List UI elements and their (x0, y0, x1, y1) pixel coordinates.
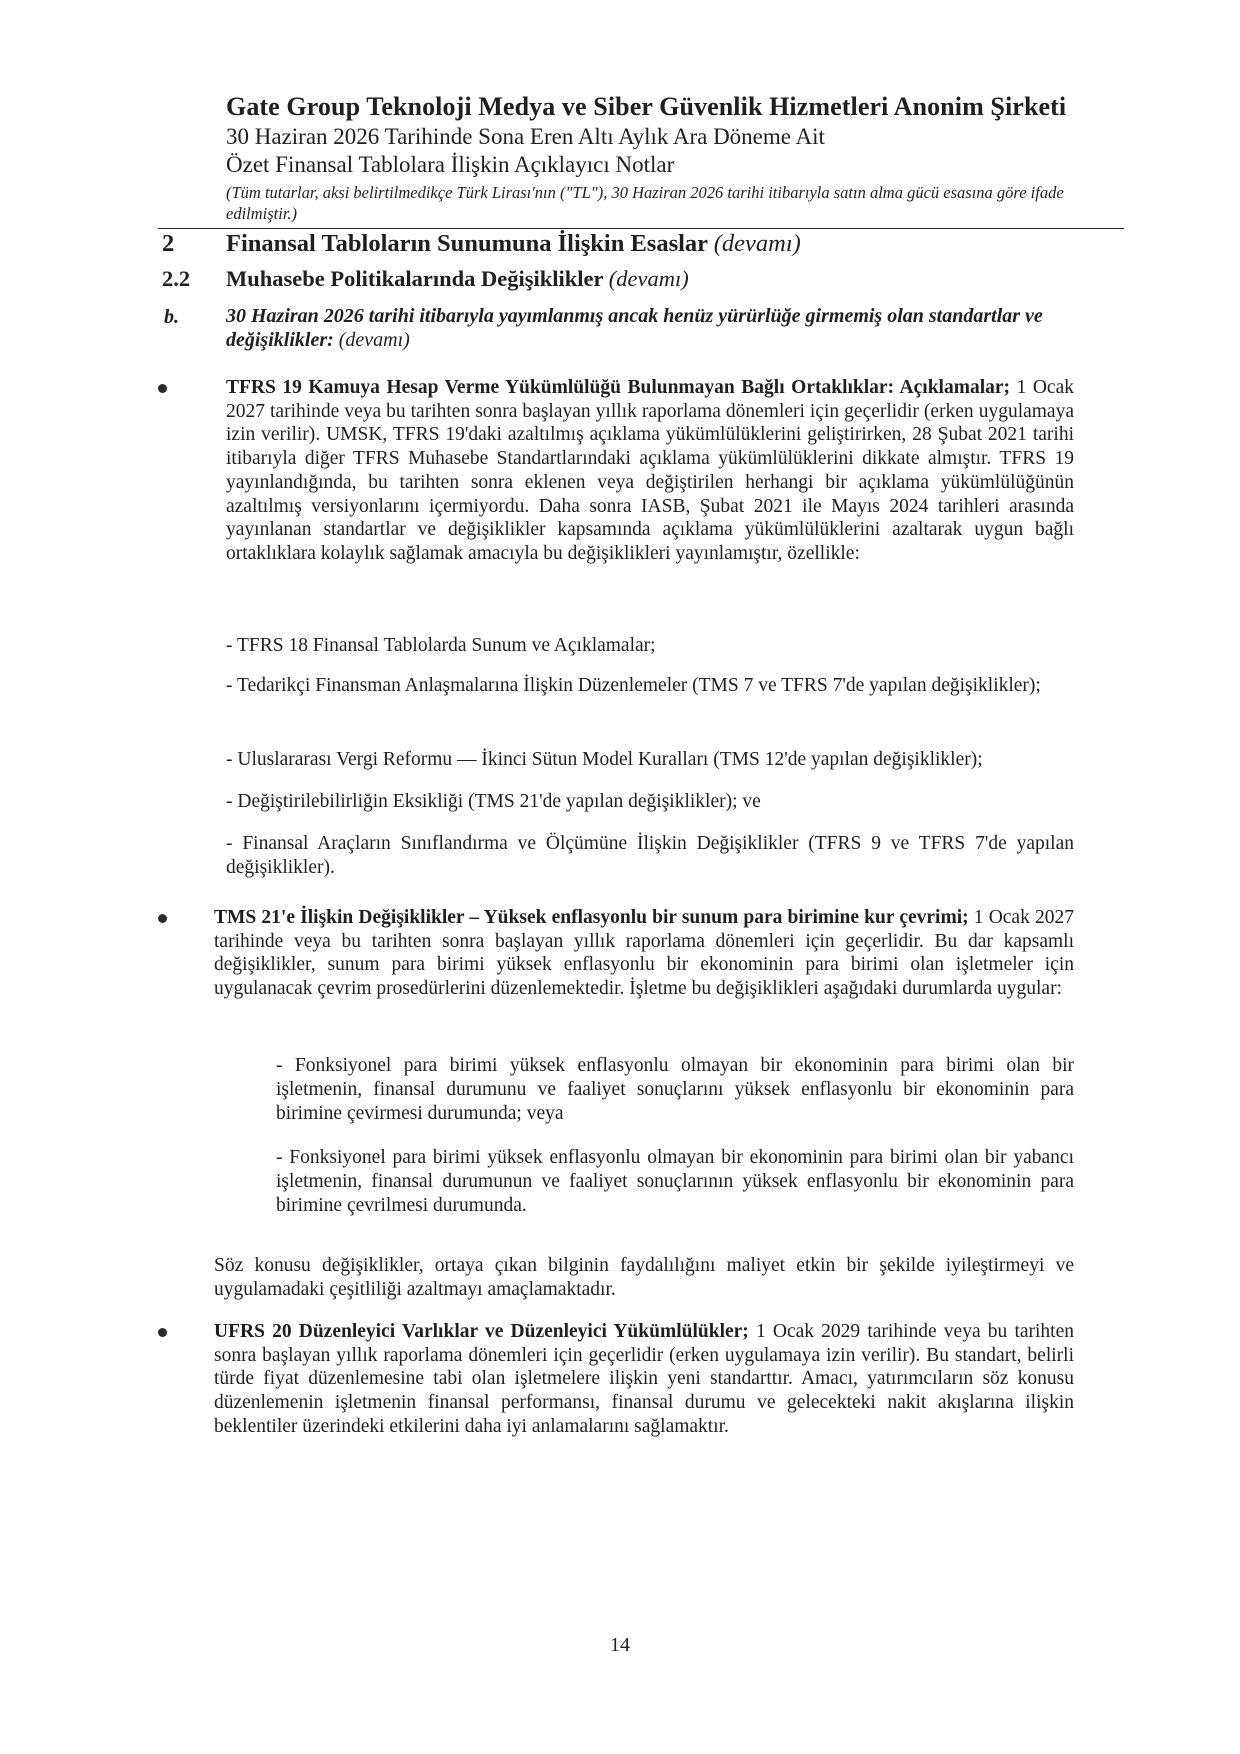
subsection-number: 2.2 (162, 266, 191, 291)
list-item: - Fonksiyonel para birimi yüksek enflasyonlu olmayan bir ekonominin para birimi olan bir yabancı işletmenin, finansal durumunun ve faaliyet sonuçlarının yüksek enflasyonlu bir ekonominin para birimine çevrilmesi durumunda. (276, 1147, 1074, 1216)
list-item: - TFRS 18 Finansal Tablolarda Sunum ve Açıklamalar; (226, 635, 656, 656)
bullet-text: 1 Ocak 2029 tarihinde veya bu tarihten sonra başlayan yıllık raporlama dönemleri için geçerlidir (erken uygulamaya izin verilir). Bu standart, belirli türde fiyat düzenlemesine tabi olan işletmelere ilişkin yeni standarttır. Amacı, yatırımcıların söz konusu düzenlemenin işletmenin finansal performansı, finansal durumu ve gelecekteki nakit akışlarına ilişkin beklentiler üzerindeki etkilerini daha iyi anlamalarını sağlamaktır. (214, 1321, 1074, 1437)
subsection-title-text: Muhasebe Politikalarında Değişiklikler (226, 266, 604, 291)
list-item: - Finansal Araçların Sınıflandırma ve Ölçümüne İlişkin Değişiklikler (TFRS 9 ve TFRS 7'de yapılan değişiklikler). (226, 833, 1074, 878)
bullet-paragraph-ufrs20 (214, 1320, 1074, 1439)
bullet-heading: TMS 21'e İlişkin Değişiklikler – Yüksek enflasyonlu bir sunum para birimine kur çevrimi; (214, 907, 969, 928)
page-number: 14 (610, 1634, 630, 1656)
currency-note: (Tüm tutarlar, aksi belirtilmedikçe Türk Lirası'nın ("TL"), 30 Haziran 2026 tarihi itibarıyla satın alma gücü esasına göre ifade edilmiştir.) (226, 183, 1064, 223)
bullet-marker (158, 384, 167, 393)
notes-title: Özet Finansal Tablolara İlişkin Açıklayıcı Notlar (226, 152, 675, 177)
closing-paragraph: Söz konusu değişiklikler, ortaya çıkan bilginin faydalılığını maliyet etkin bir şekilde iyileştirmeyi ve uygulamadaki çeşitliliği azaltmayı amaçlamaktadır. (214, 1255, 1074, 1300)
bullet-paragraph-tfrs19 (226, 376, 1074, 566)
list-item: - Tedarikçi Finansman Anlaşmalarına İlişkin Düzenlemeler (TMS 7 ve TFRS 7'de yapılan değişiklikler); (226, 675, 1041, 696)
section-title-text: Finansal Tabloların Sunumuna İlişkin Esaslar (226, 230, 708, 257)
subsection-title-suffix: (devamı) (608, 266, 689, 291)
item-letter: b. (164, 306, 179, 328)
bullet-marker (158, 914, 167, 923)
bullet-paragraph-tms21 (214, 906, 1074, 1001)
section-title-suffix: (devamı) (713, 230, 801, 257)
bullet-text: 1 Ocak 2027 tarihinde veya bu tarihten sonra başlayan yıllık raporlama dönemleri için geçerlidir (erken uygulamaya izin verilir). UMSK, TFRS 19'daki azaltılmış açıklama yükümlülüklerini geliştirirken, 28 Şubat 2021 tarihi itibarıyla diğer TFRS Muhasebe Standartlarındaki açıklama yükümlülüklerini dikkate almıştır. TFRS 19 yayınlandığında, bu tarihten sonra eklenen veya değiştirilen herhangi bir açıklama yükümlülüğünün azaltılmış versiyonlarını içermiyordu. Daha sonra IASB, Şubat 2021 ile Mayıs 2024 tarihleri arasında yayınlanan standartlar ve değişiklikler kapsamında açıklama yükümlülüklerini azaltarak uygun bağlı ortaklıklara kolaylık sağlamak amacıyla bu değişiklikleri yayınlamıştır, özellikle: (226, 377, 1074, 564)
company-name: Gate Group Teknoloji Medya ve Siber Güvenlik Hizmetleri Anonim Şirketi (226, 92, 1067, 121)
list-item: - Uluslararası Vergi Reformu — İkinci Sütun Model Kuralları (TMS 12'de yapılan değişiklikler); (226, 749, 983, 770)
bullet-marker (158, 1328, 167, 1337)
item-title-text: 30 Haziran 2026 tarihi itibarıyla yayımlanmış ancak henüz yürürlüğe girmemiş olan standartlar ve değişiklikler: (226, 305, 1043, 351)
item-title (226, 304, 1086, 352)
list-item: - Değiştirilebilirliğin Eksikliği (TMS 21'de yapılan değişiklikler); ve (226, 791, 761, 812)
subsection-title (226, 266, 689, 292)
header-rule (158, 228, 1124, 229)
bullet-heading: TFRS 19 Kamuya Hesap Verme Yükümlülüğü Bulunmayan Bağlı Ortaklıklar: Açıklamalar; (226, 377, 1011, 398)
list-item: - Fonksiyonel para birimi yüksek enflasyonlu olmayan bir ekonominin para birimi olan bir işletmenin, finansal durumunu ve faaliyet sonuçlarını yüksek enflasyonlu bir ekonominin para birimine çevirmesi durumunda; veya (276, 1055, 1074, 1124)
section-title (226, 230, 801, 258)
bullet-heading: UFRS 20 Düzenleyici Varlıklar ve Düzenleyici Yükümlülükler; (214, 1321, 749, 1342)
report-period: 30 Haziran 2026 Tarihinde Sona Eren Altı Aylık Ara Döneme Ait (226, 124, 825, 149)
item-title-suffix: (devamı) (338, 329, 410, 351)
bullet-text: 1 Ocak 2027 tarihinde veya bu tarihten sonra başlayan yıllık raporlama dönemleri için geçerlidir. Bu dar kapsamlı değişiklikler, sunum para birimi yüksek enflasyonlu bir ekonominin para birimi olan işletmeler için uygulanacak çevrim prosedürlerini düzenlemektedir. İşletme bu değişiklikleri aşağıdaki durumlarda uygular: (214, 907, 1074, 1000)
section-number: 2 (162, 230, 175, 257)
